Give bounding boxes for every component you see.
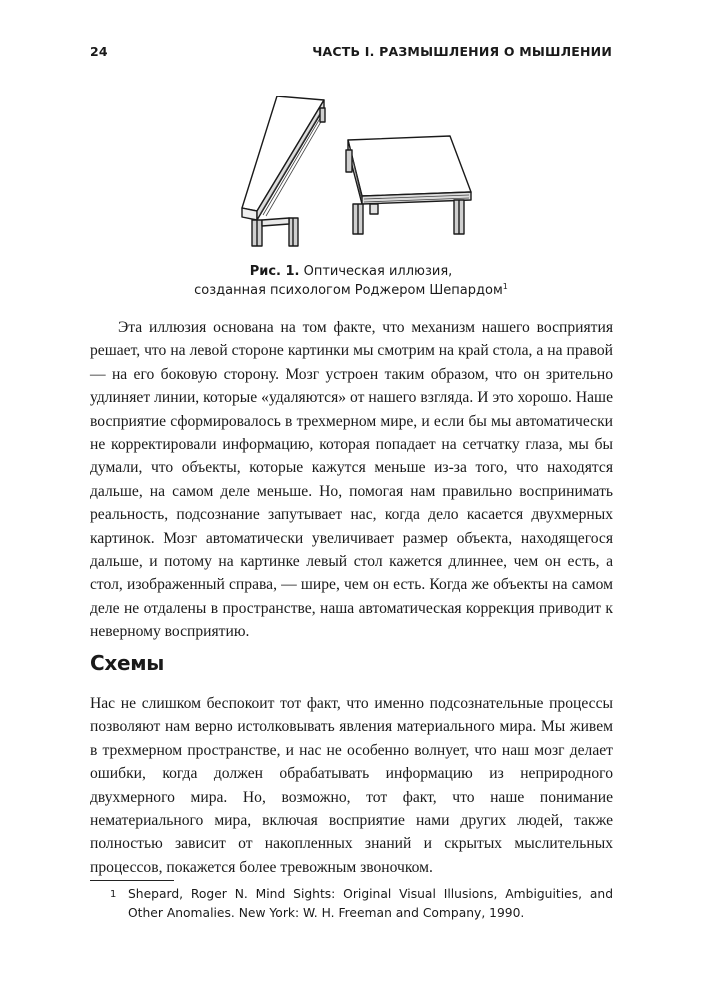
figure-caption	[150, 262, 552, 300]
running-head-title: ЧАСТЬ I. РАЗМЫШЛЕНИЯ О МЫШЛЕНИИ	[312, 44, 612, 59]
caption-line-2: созданная психологом Роджером Шепардом	[194, 283, 503, 298]
figure-label: Рис. 1.	[249, 264, 300, 279]
body-paragraph-2: Нас не слишком беспокоит тот факт, что именно подсознательные процессы позволяют нам верно истолковывать явления материального мира. Мы живем в трехмерном пространстве, и нас не особенно волнует, что наш мозг делает ошибки, когда должен обрабатывать информацию из неприродного двухмерного мира. Но, возможно, тот факт, что наше понимание нематериального мира, включая восприятие нами других людей, также полностью зависит от накопленных знаний и скрытых мыслительных процессов, покажется более тревожным звоночком.	[90, 695, 613, 876]
caption-line-1: Оптическая иллюзия,	[303, 264, 453, 279]
section-heading: Схемы	[90, 651, 165, 675]
footnote-reference[interactable]: 1	[502, 282, 508, 291]
footnote-number: 1	[110, 889, 117, 900]
footnote-divider	[90, 880, 174, 881]
body-paragraph-2-block	[90, 692, 613, 879]
body-paragraph-1-block	[90, 316, 613, 644]
page-number: 24	[90, 44, 108, 59]
shepard-tables-illustration	[240, 96, 480, 256]
footnote	[90, 885, 613, 923]
body-paragraph-1: Эта иллюзия основана на том факте, что механизм нашего восприятия решает, что на левой стороне картинки мы смотрим на край стола, а на правой — на его боковую сторону. Мозг устроен таким образом, что он зрительно удлиняет линии, которые «удаляются» от нашего взгляда. И это хорошо. Наше восприятие сформировалось в трехмерном мире, и если бы мы автоматически не корректировали информацию, которая попадает на сетчатку глаза, мы бы думали, что объекты, которые кажутся меньше из-за того, что находятся дальше, на самом деле меньше. Но, помогая нам правильно воспринимать реальность, подсознание запутывает нас, когда дело касается двухмерных картинок. Мозг автоматически увеличивает размер объекта, находящегося дальше, и потому на картинке левый стол кажется длиннее, чем он есть, а стол, изображенный справа, — шире, чем он есть. Когда же объекты на самом деле не отдалены в пространстве, наша автоматическая коррекция приводит к неверному восприятию.	[90, 319, 613, 641]
running-header	[90, 44, 612, 64]
table-illusion-figure	[240, 96, 480, 256]
footnote-text: Shepard, Roger N. Mind Sights: Original Visual Illusions, Ambiguities, and Other Anomalies. New York: W. H. Freeman and Company, 1990.	[128, 887, 613, 920]
